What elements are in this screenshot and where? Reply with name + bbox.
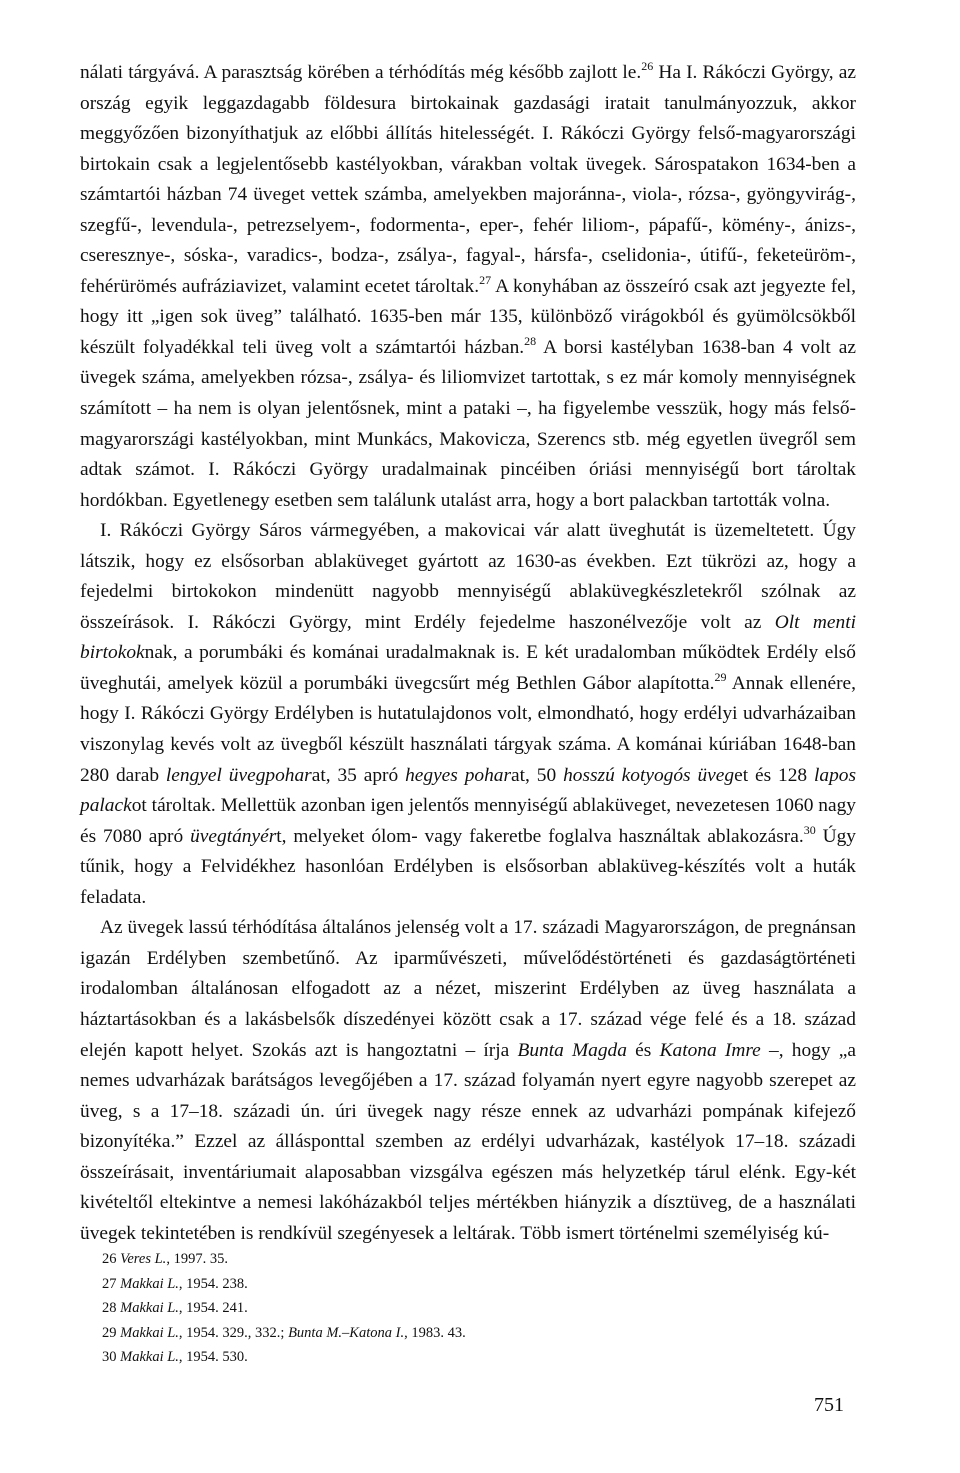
paragraph	[80, 58, 856, 516]
italic-text: Bunta Magda	[517, 1039, 627, 1061]
italic-text: lengyel üvegpohar	[165, 764, 312, 786]
italic-text: Makkai L.	[120, 1349, 179, 1365]
text-run: t, melyeket ólom- vagy fakeretbe foglalva használtak ablakozásra.	[276, 825, 804, 847]
footnote	[80, 1321, 856, 1346]
body-text	[80, 58, 856, 1249]
italic-text: üvegtányér	[190, 825, 277, 847]
footnote-reference: 27	[479, 272, 492, 287]
text-run: –, hogy „a nemes udvarházak barátságos levegőjében a 17. század folyamán nyert egyre nagyobb szerepet az üveg, s a 17–18. századi ún. úri üvegek nagy része ennek az udvarházi pompának kifejező bizonyítéka.” Ezzel az állásponttal szemben az erdélyi udvarházak, kastélyok 17–18. századi összeírásait, inventáriumait alaposabban vizsgálva egészen más helyzetkép tárul elénk. Egy-két kivételtől eltekintve a nemesi lakóházakból teljes mértékben hiányzik a dísztüveg, de a használati üvegek tekintetében is rendkívül szegényesek a leltárak. Több ismert történelmi személyiség kú-	[80, 1039, 857, 1244]
footnote-reference: 30	[803, 822, 816, 837]
text-run: 28	[102, 1300, 121, 1316]
footnote-reference: 26	[641, 59, 654, 73]
text-run: Ha I. Rákóczi György, az ország egyik leggazdagabb földesura birtokainak gazdasági iratait tanulmányozzuk, akkor meggyőzően bizonyíthatjuk az előbbi állítás hitelességét. I. Rákóczi György felső-magyarországi birtokain csak a legjelentősebb kastélyokban, várakban voltak üvegek. Sárospatakon 1634-ben a számtartói házban 74 üveget vettek számba, amelyekben majoránna-, viola-, rózsa-, gyöngyvirág-, szegfű-, levendula-, petrezselyem-, fodormenta-, eper-, fehér liliom-, pápafű-, kömény-, ánizs-, cseresznye-, sóska-, varadics-, bodza-, zsálya-, fagyal-, hársfa-, cselidonia-, útifű-, feketeüröm-, fehérürömés aufráziavizet, valamint ecetet tároltak.	[80, 62, 856, 297]
footnote	[80, 1296, 856, 1321]
page-number: 751	[814, 1394, 844, 1416]
italic-text: Makkai L.	[120, 1324, 179, 1341]
italic-text: Katona Imre	[659, 1039, 761, 1061]
italic-text: lapos palack	[80, 764, 857, 817]
text-run: , 1954. 329., 332.;	[178, 1324, 289, 1341]
text-run: 30	[102, 1349, 121, 1365]
text-run: Az üvegek lassú térhódítása általános jelenség volt a 17. századi Magyarországon, de pregnánsan igazán Erdélyben szembetűnő. Az iparművészeti, művelődéstörténeti és gazdaságtörténeti irodalomban általánosan elfogadott az a nézet, miszerint Erdélyben az üveg használata a háztartásokban és a lakásbelsők díszedényei között csak a 17. század vége felé és a 18. század elején kapott helyet. Szokás azt is hangoztatni – írja	[80, 917, 856, 1061]
italic-text: Makkai L.	[120, 1300, 179, 1316]
text-run: ot tároltak. Mellettük azonban igen jelentős mennyiségű ablaküveget, nevezetesen 1060 nagy és 7080 apró	[80, 795, 856, 847]
text-run: at, 50	[511, 764, 564, 786]
text-run: nálati tárgyává. A parasztság körében a térhódítás még később zajlott le.	[80, 62, 642, 83]
text-run: Úgy tűnik, hogy a Felvidékhez hasonlóan Erdélyben is elsősorban ablaküveg-készítés volt a huták feladata.	[80, 825, 856, 908]
footnote-reference: 28	[524, 333, 537, 348]
italic-text: hegyes pohar	[405, 764, 512, 786]
text-run: , 1997. 35.	[166, 1251, 228, 1267]
text-run: I. Rákóczi György Sáros vármegyében, a makovicai vár alatt üveghutát is üzemeltetett. Úgy látszik, hogy ez elsősorban ablaküveget gyártott az 1630-as években. Ezt tükrözi az, hogy a fejedelmi birtokokon mindenütt nagyobb mennyiségű ablaküvegkészletekről szólnak az összeírások. I. Rákóczi György, mint Erdély fejedelme haszonélvezője volt az	[80, 520, 856, 633]
footnote-reference: 29	[714, 669, 727, 684]
text-run: et és 128	[734, 764, 814, 786]
italic-text: Olt menti birtokok	[80, 611, 856, 664]
text-run: 26	[102, 1251, 121, 1267]
paragraph	[80, 516, 856, 913]
text-run: , 1954. 530.	[178, 1349, 248, 1365]
footnotes	[80, 1247, 856, 1370]
text-run: 27	[102, 1275, 121, 1292]
text-run: A borsi kastélyban 1638-ban 4 volt az üvegek száma, amelyekben rózsa-, zsálya- és liliomvizet tartottak, s ez már komoly mennyiségnek számított – ha nem is olyan jelentősnek, mint a pataki –, ha figyelembe vesszük, hogy más felső-magyarországi kastélyokban, mint Munkács, Makovicza, Szerencs stb. még egyetlen üvegről sem adtak számot. I. Rákóczi György uradalmainak pincéiben óriási mennyiségű bort tároltak hordókban. Egyetlenegy esetben sem találunk utalást arra, hogy a bort palackban tartották volna.	[80, 336, 857, 511]
italic-text: Makkai L.	[120, 1275, 179, 1292]
text-run: nak, a porumbáki és kománai uradalmaknak is. E két uradalomban működtek Erdély első üveghutái, amelyek közül a porumbáki üvegcsűrt még Bethlen Gábor alapította.	[80, 642, 856, 694]
italic-text: Bunta M.–Katona I.	[288, 1324, 405, 1341]
text-run: , 1954. 241.	[178, 1300, 248, 1316]
italic-text: hosszú kotyogós üveg	[563, 764, 735, 786]
text-run: Annak ellenére, hogy I. Rákóczi György Erdélyben is hutatulajdonos volt, elmondható, hogy erdélyi udvarházaiban viszonylag kevés volt az üvegből készült használati tárgyak száma. A kománai kúriában 1648-ban 280 darab	[80, 672, 856, 786]
text-run: A konyhában az összeíró csak azt jegyezte fel, hogy itt „igen sok üveg” található. 1635-ben már 135, különböző virágokból és gyümölcsökből készült folyadékkal teli üveg volt a számtartói házban.	[80, 275, 856, 358]
footnote	[80, 1272, 856, 1297]
text-run: , 1983. 43.	[404, 1324, 466, 1341]
italic-text: Veres L.	[120, 1251, 167, 1267]
footnote	[80, 1345, 856, 1370]
text-run: at, 35 apró	[311, 764, 406, 786]
text-run: 29	[102, 1324, 121, 1341]
footnote	[80, 1247, 856, 1272]
text-run: , 1954. 238.	[178, 1275, 248, 1292]
text-run: és	[626, 1039, 660, 1061]
paragraph	[80, 913, 856, 1249]
